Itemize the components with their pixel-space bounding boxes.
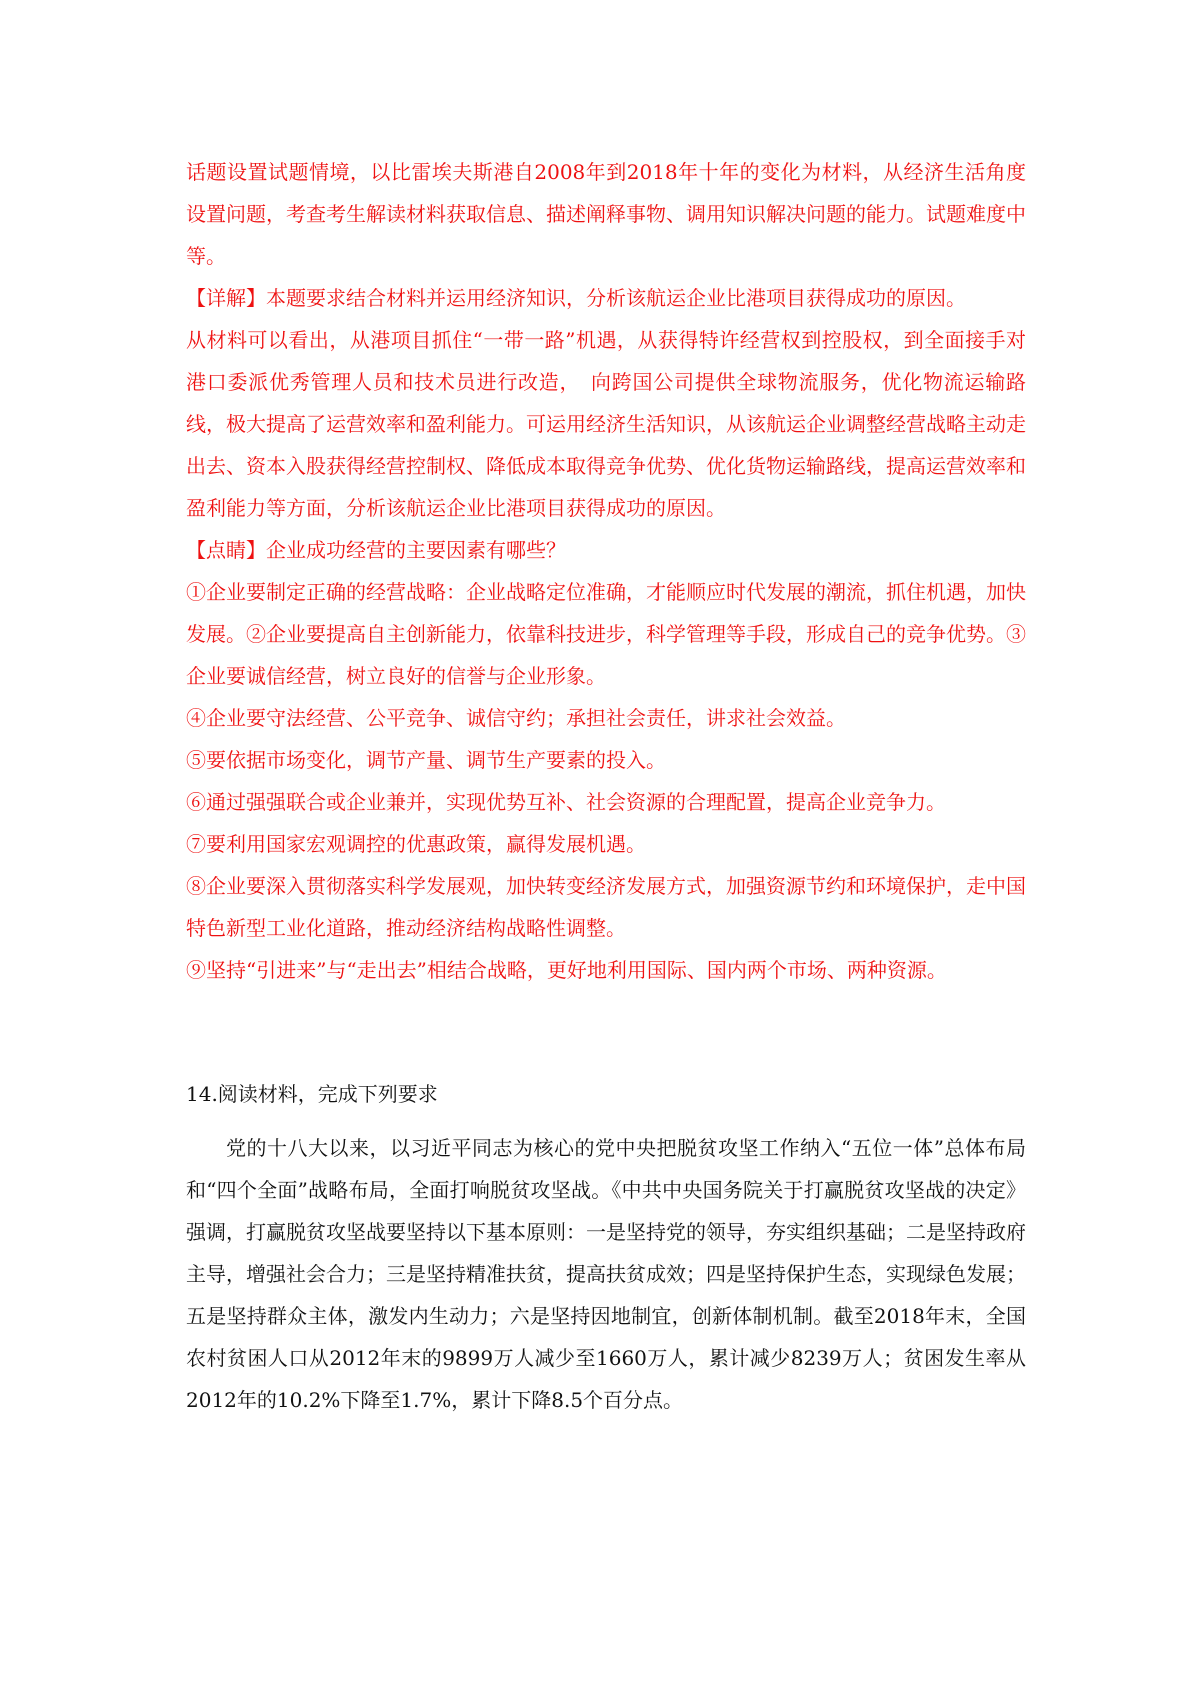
point-9: ⑨坚持“引进来”与“走出去”相结合战略，更好地利用国际、国内两个市场、两种资源。 (186, 958, 947, 982)
detail-text: 本题要求结合材料并运用经济知识，分析该航运企业比港项目获得成功的原因。 (266, 286, 966, 310)
analysis-section (186, 151, 1026, 991)
point-6: ⑥通过强强联合或企业兼并，实现优势互补、社会资源的合理配置，提高企业竞争力。 (186, 790, 946, 814)
detail-body: 从材料可以看出，从港项目抓住“一带一路”机遇，从获得特许经营权到控股权，到全面接手对港口委派优秀管理人员和技术员进行改造， 向跨国公司提供全球物流服务，优化物流运输路线，极大提高了运营效率和盈利能力。可运用经济生活知识，从该航运企业调整经营战略主动走出去、资本入股获得经营控制权、降低成本取得竞争优势、优化货物运输路线，提高运营效率和盈利能力等方面，分析该航运企业比港项目获得成功的原因。 (186, 328, 1026, 520)
analysis-intro: 话题设置试题情境，以比雷埃夫斯港自2008年到2018年十年的变化为材料，从经济生活角度设置问题，考查考生解读材料获取信息、描述阐释事物、调用知识解决问题的能力。试题难度中等。 (186, 160, 1026, 268)
question-material: 党的十八大以来，以习近平同志为核心的党中央把脱贫攻坚工作纳入“五位一体”总体布局和“四个全面”战略布局，全面打响脱贫攻坚战。《中共中央国务院关于打赢脱贫攻坚战的决定》强调，打赢脱贫攻坚战要坚持以下基本原则：一是坚持党的领导，夯实组织基础；二是坚持政府主导，增强社会合力；三是坚持精准扶贫，提高扶贫成效；四是坚持保护生态，实现绿色发展；五是坚持群众主体，激发内生动力；六是坚持因地制宜，创新体制机制。截至2018年末，全国农村贫困人口从2012年末的9899万人减少至1660万人，累计减少8239万人；贫困发生率从2012年的10.2%下降至1.7%，累计下降8.5个百分点。 (186, 1136, 1026, 1412)
point-4: ④企业要守法经营、公平竞争、诚信守约；承担社会责任，讲求社会效益。 (186, 706, 846, 730)
point-7: ⑦要利用国家宏观调控的优惠政策，赢得发展机遇。 (186, 832, 646, 856)
point-8: ⑧企业要深入贯彻落实科学发展观，加快转变经济发展方式，加强资源节约和环境保护，走中国特色新型工业化道路，推动经济结构战略性调整。 (186, 874, 1026, 940)
detail-label: 【详解】 (186, 286, 266, 310)
tip-paragraph (186, 529, 1026, 571)
document-page (186, 151, 1026, 1421)
detail-paragraph (186, 277, 1026, 319)
tip-text: 企业成功经营的主要因素有哪些？ (266, 538, 566, 562)
tip-label: 【点睛】 (186, 538, 266, 562)
point-5: ⑤要依据市场变化，调节产量、调节生产要素的投入。 (186, 748, 666, 772)
point-1: ①企业要制定正确的经营战略：企业战略定位准确，才能顺应时代发展的潮流，抓住机遇，加快发展。②企业要提高自主创新能力，依靠科技进步，科学管理等手段，形成自己的竞争优势。③企业要诚信经营，树立良好的信誉与企业形象。 (186, 580, 1026, 688)
question-title: 14.阅读材料，完成下列要求 (186, 1082, 438, 1106)
